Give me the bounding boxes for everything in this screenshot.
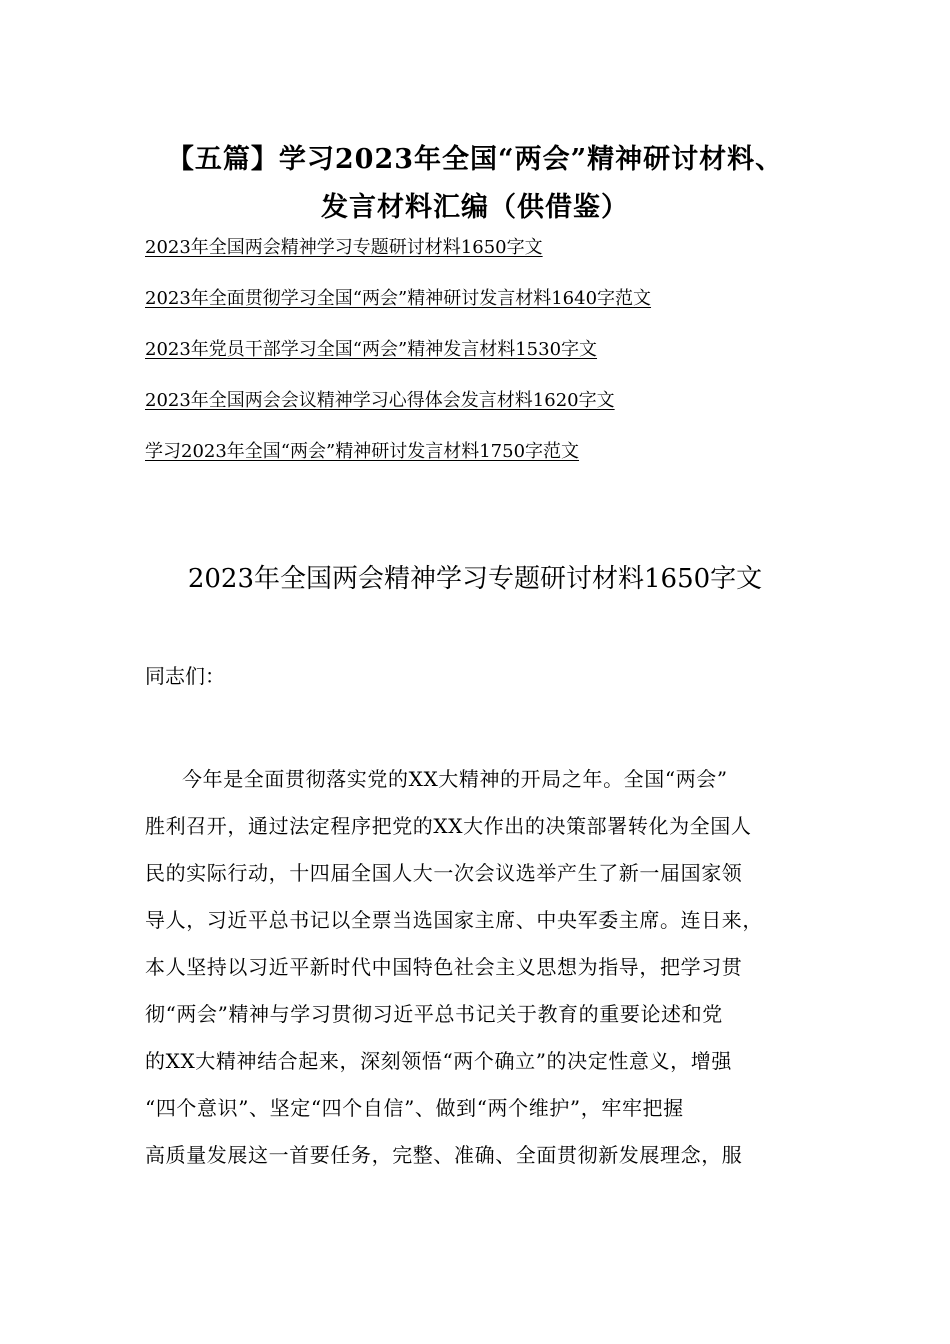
- document-title-line-2: 发言材料汇编（供借鉴）: [321, 192, 629, 223]
- toc-link-2[interactable]: 2023年全面贯彻学习全国“两会”精神研讨发言材料1640字范文: [145, 288, 652, 309]
- table-of-contents: [145, 233, 905, 488]
- toc-link-4[interactable]: 2023年全国两会会议精神学习心得体会发言材料1620字文: [145, 390, 615, 411]
- body-paragraph: [145, 756, 825, 1179]
- salutation: 同志们：: [145, 664, 225, 688]
- body-line: 的XX大精神结合起来，深刻领悟“两个确立”的决定性意义，增强: [145, 1049, 732, 1073]
- body-line: 彻“两会”精神与学习贯彻习近平总书记关于教育的重要论述和党: [145, 1002, 723, 1026]
- body-line: 导人，习近平总书记以全票当选国家主席、中央军委主席。连日来，: [145, 908, 763, 932]
- toc-link-1[interactable]: 2023年全国两会精神学习专题研讨材料1650字文: [145, 237, 543, 258]
- toc-link-3[interactable]: 2023年党员干部学习全国“两会”精神发言材料1530字文: [145, 339, 598, 360]
- section-heading: 2023年全国两会精神学习专题研讨材料1650字文: [187, 564, 763, 594]
- body-line: 高质量发展这一首要任务，完整、准确、全面贯彻新发展理念，服: [145, 1143, 743, 1167]
- body-line: 本人坚持以习近平新时代中国特色社会主义思想为指导，把学习贯: [145, 955, 743, 979]
- document-title-line-1: 【五篇】学习2023年全国“两会”精神研讨材料、: [166, 144, 784, 175]
- body-line: 胜利召开，通过法定程序把党的XX大作出的决策部署转化为全国人: [145, 814, 752, 838]
- body-line: 今年是全面贯彻落实党的XX大精神的开局之年。全国“两会”: [182, 767, 728, 791]
- body-line: “四个意识”、坚定“四个自信”、做到“两个维护”，牢牢把握: [145, 1096, 684, 1120]
- toc-link-5[interactable]: 学习2023年全国“两会”精神研讨发言材料1750字范文: [145, 441, 580, 462]
- body-line: 民的实际行动，十四届全国人大一次会议选举产生了新一届国家领: [145, 861, 743, 885]
